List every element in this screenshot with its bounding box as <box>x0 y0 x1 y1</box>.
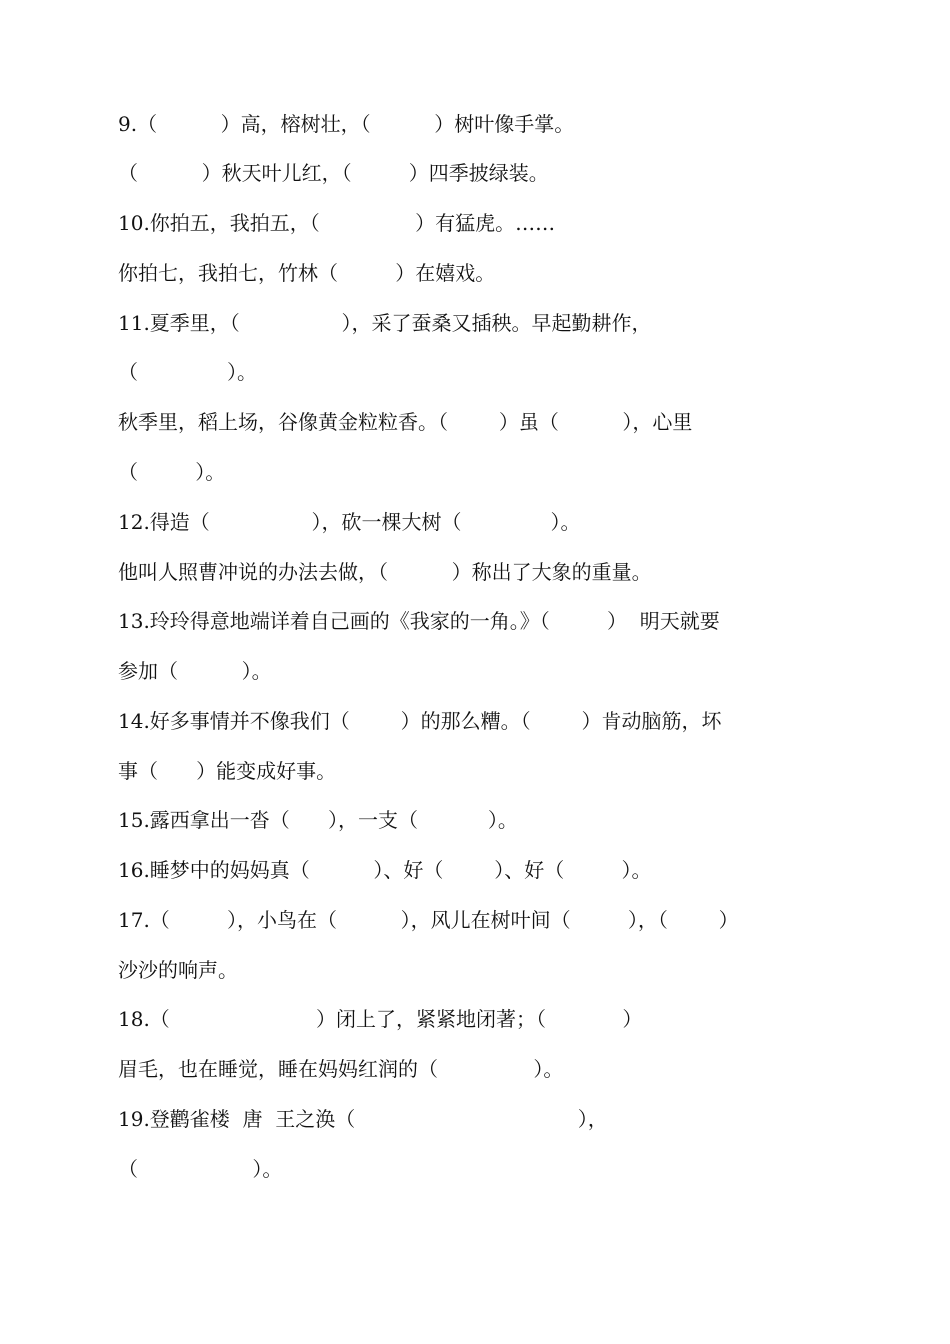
text-line-q12-a: 12.得造（ ），砍一棵大树（ ）。 <box>118 510 581 534</box>
text-line-q16: 16.睡梦中的妈妈真（ ）、好（ ）、好（ ）。 <box>118 858 652 882</box>
text-line-q14-a: 14.好多事情并不像我们（ ）的那么糟。（ ）肯动脑筋，坏 <box>118 709 722 733</box>
text-line-q11-b: （ ）。 <box>118 360 258 384</box>
text-line-q15: 15.露西拿出一沓（ ），一支（ ）。 <box>118 808 518 832</box>
text-line-q10-b: 你拍七，我拍七，竹林（ ）在嬉戏。 <box>118 261 496 285</box>
text-line-q19-b: （ ）。 <box>118 1157 283 1181</box>
text-line-q19-a: 19.登鹳雀楼 唐 王之涣（ ）， <box>118 1107 608 1131</box>
text-line-q12-b: 他叫人照曹冲说的办法去做，（ ）称出了大象的重量。 <box>118 560 652 584</box>
text-line-q18-a: 18.（ ）闭上了，紧紧地闭著；（ ） <box>118 1007 643 1031</box>
text-line-q9-a: 9.（ ）高，榕树壮，（ ）树叶像手掌。 <box>118 112 575 136</box>
text-line-q11-a: 11.夏季里，（ ），采了蚕桑又插秧。早起勤耕作， <box>118 311 652 335</box>
text-line-q13-b: 参加（ ）。 <box>118 659 272 683</box>
text-line-q17-a: 17.（ ），小鸟在（ ），风儿在树叶间（ ），（ ） <box>118 908 739 932</box>
text-line-q18-b: 眉毛，也在睡觉，睡在妈妈红润的（ ）。 <box>118 1057 564 1081</box>
text-line-q11-c: 秋季里，稻上场，谷像黄金粒粒香。（ ）虽（ ），心里 <box>118 410 693 434</box>
text-line-q11-d: （ ）。 <box>118 460 226 484</box>
text-line-q13-a: 13.玲玲得意地端详着自己画的《我家的一角。》（ ） 明天就要 <box>118 609 720 633</box>
text-line-q14-b: 事（ ）能变成好事。 <box>118 759 337 783</box>
text-line-q9-b: （ ）秋天叶儿红，（ ）四季披绿装。 <box>118 161 549 185</box>
text-line-q17-b: 沙沙的响声。 <box>118 958 238 982</box>
text-line-q10-a: 10.你拍五，我拍五，（ ）有猛虎。…… <box>118 211 556 235</box>
